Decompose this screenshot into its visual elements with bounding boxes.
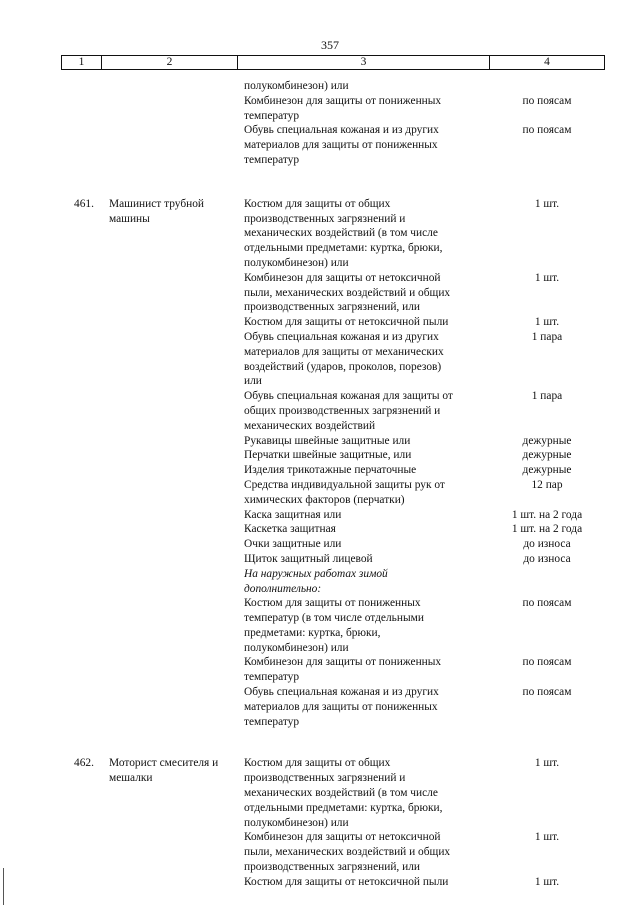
profession-name: Моторист смесителя и [109,757,219,770]
table-line [0,153,640,168]
issue-norm: 1 шт. на 2 года [511,523,583,536]
table-line [0,537,640,552]
equipment-description: Очки защитные или [244,538,342,551]
table-line [0,830,640,845]
profession-name: мешалки [109,772,153,785]
equipment-description: Костюм для защиты от нетоксичной пыли [244,316,449,329]
equipment-description: производственных загрязнений, или [244,861,421,874]
equipment-description: температур [244,715,300,728]
table-line [0,801,640,816]
table-line [0,197,640,212]
column-header-1: 1 [62,56,102,69]
column-header-4: 4 [544,56,550,68]
table-line [0,419,640,434]
equipment-description: воздействий (ударов, проколов, порезов) [244,360,442,373]
equipment-description: пыли, механических воздействий и общих [244,846,451,859]
table-line [0,508,640,523]
equipment-description: отдельными предметами: куртка, брюки, [244,801,443,814]
table-line [0,655,640,670]
issue-norm: по поясам [522,656,572,669]
table-line [0,389,640,404]
equipment-description: материалов для защиты от механических [244,345,444,358]
table-line [0,845,640,860]
equipment-description: температур [244,153,300,166]
equipment-description: Средства индивидуальной защиты рук от [244,478,445,491]
issue-norm: до износа [523,538,571,551]
equipment-description: Изделия трикотажные перчаточные [244,464,417,477]
equipment-description: Костюм для защиты от общих [244,757,391,770]
column-header-2: 2 [102,56,238,69]
equipment-description: Обувь специальная кожаная и из других [244,686,439,699]
table-line [0,271,640,286]
table-row [0,756,640,889]
equipment-description: механических воздействий (в том числе [244,227,438,240]
table-line [0,552,640,567]
table-line [0,212,640,227]
equipment-description: пыли, механических воздействий и общих [244,286,451,299]
table-line [0,360,640,375]
equipment-description: или [244,375,262,388]
issue-norm: дежурные [522,449,572,462]
table-line [0,226,640,241]
table-line [0,463,640,478]
equipment-description: производственных загрязнений и [244,772,406,785]
table-line [0,79,640,94]
table-line [0,241,640,256]
equipment-description: дополнительно: [244,582,322,595]
table-line [0,300,640,315]
issue-norm: 1 шт. [534,197,560,210]
equipment-description: Каска защитная или [244,508,342,521]
table-line [0,641,640,656]
table-line [0,493,640,508]
issue-norm: 1 шт. [534,271,560,284]
table-line [0,611,640,626]
equipment-description: Рукавицы швейные защитные или [244,434,411,447]
equipment-description: Костюм для защиты от нетоксичной пыли [244,875,449,888]
profession-name: Машинист трубной [109,197,205,210]
equipment-description: Комбинезон для защиты от нетоксичной [244,271,441,284]
issue-norm: 1 шт. [534,875,560,888]
equipment-description: Обувь специальная кожаная и из других [244,330,439,343]
table-line [0,582,640,597]
issue-norm: 1 шт. [534,757,560,770]
table-line [0,478,640,493]
table-line [0,771,640,786]
equipment-description: температур [244,671,300,684]
equipment-description: Комбинезон для защиты от нетоксичной [244,831,441,844]
table-line [0,123,640,138]
equipment-description: полукомбинезон) или [244,80,349,92]
equipment-description: температур [244,109,300,122]
item-number: 462. [74,757,94,770]
table-line [0,434,640,449]
equipment-description: Щиток защитный лицевой [244,552,373,565]
equipment-description: материалов для защиты от пониженных [244,700,438,713]
equipment-description: полукомбинезон) или [244,256,349,269]
table-line [0,875,640,890]
table-line [0,626,640,641]
issue-norm: 1 шт. [534,316,560,329]
table-line [0,756,640,771]
equipment-description: Каскетка защитная [244,523,336,536]
table-line [0,94,640,109]
equipment-description: Перчатки швейные защитные, или [244,449,412,462]
equipment-description: отдельными предметами: куртка, брюки, [244,242,443,255]
table-row [0,79,640,168]
table-line [0,860,640,875]
equipment-description: материалов для защиты от пониженных [244,139,438,152]
issue-norm: дежурные [522,434,572,447]
equipment-description: Костюм для защиты от общих [244,197,391,210]
table-line [0,286,640,301]
equipment-description: Комбинезон для защиты от пониженных [244,94,442,107]
equipment-description: Обувь специальная кожаная для защиты от [244,390,453,403]
table-line [0,448,640,463]
issue-norm: 1 пара [531,330,563,343]
issue-norm: до износа [523,552,571,565]
issue-norm: дежурные [522,464,572,477]
profession-name: машины [109,212,150,225]
column-header-row [61,55,605,70]
page-number: 357 [321,38,339,52]
table-line [0,138,640,153]
equipment-description: производственных загрязнений, или [244,301,421,314]
table-line [0,256,640,271]
equipment-description: полукомбинезон) или [244,641,349,654]
equipment-description: Комбинезон для защиты от пониженных [244,656,442,669]
equipment-description: химических факторов (перчатки) [244,493,405,506]
equipment-description: Костюм для защиты от пониженных [244,597,421,610]
table-line [0,715,640,730]
equipment-description: механических воздействий (в том числе [244,787,438,800]
entry-spacer [0,168,640,197]
issue-norm: по поясам [522,94,572,107]
equipment-description: температур (в том числе отдельными [244,612,424,625]
equipment-description: предметами: куртка, брюки, [244,626,381,639]
issue-norm: по поясам [522,597,572,610]
table-line [0,522,640,537]
column-header-3: 3 [238,56,490,69]
equipment-description: Обувь специальная кожаная и из других [244,124,439,137]
equipment-description: общих производственных загрязнений и [244,404,441,417]
issue-norm: по поясам [522,686,572,699]
table-line [0,330,640,345]
equipment-description: полукомбинезон) или [244,816,349,829]
equipment-description: производственных загрязнений и [244,212,406,225]
table-line [0,596,640,611]
table-line [0,786,640,801]
item-number: 461. [74,197,94,210]
document-body [0,79,640,890]
table-line [0,109,640,124]
issue-norm: 1 шт. [534,831,560,844]
issue-norm: по поясам [522,124,572,137]
entry-spacer [0,729,640,756]
table-line [0,567,640,582]
scan-edge-line [3,868,4,905]
equipment-description: механических воздействий [244,419,376,432]
issue-norm: 1 пара [531,390,563,403]
table-line [0,345,640,360]
table-row [0,197,640,730]
equipment-description: На наружных работах зимой [244,567,388,580]
table-line [0,816,640,831]
table-line [0,374,640,389]
table-line [0,404,640,419]
table-line [0,685,640,700]
table-line [0,670,640,685]
issue-norm: 1 шт. на 2 года [511,508,583,521]
table-line [0,315,640,330]
issue-norm: 12 пар [531,478,563,491]
table-line [0,700,640,715]
